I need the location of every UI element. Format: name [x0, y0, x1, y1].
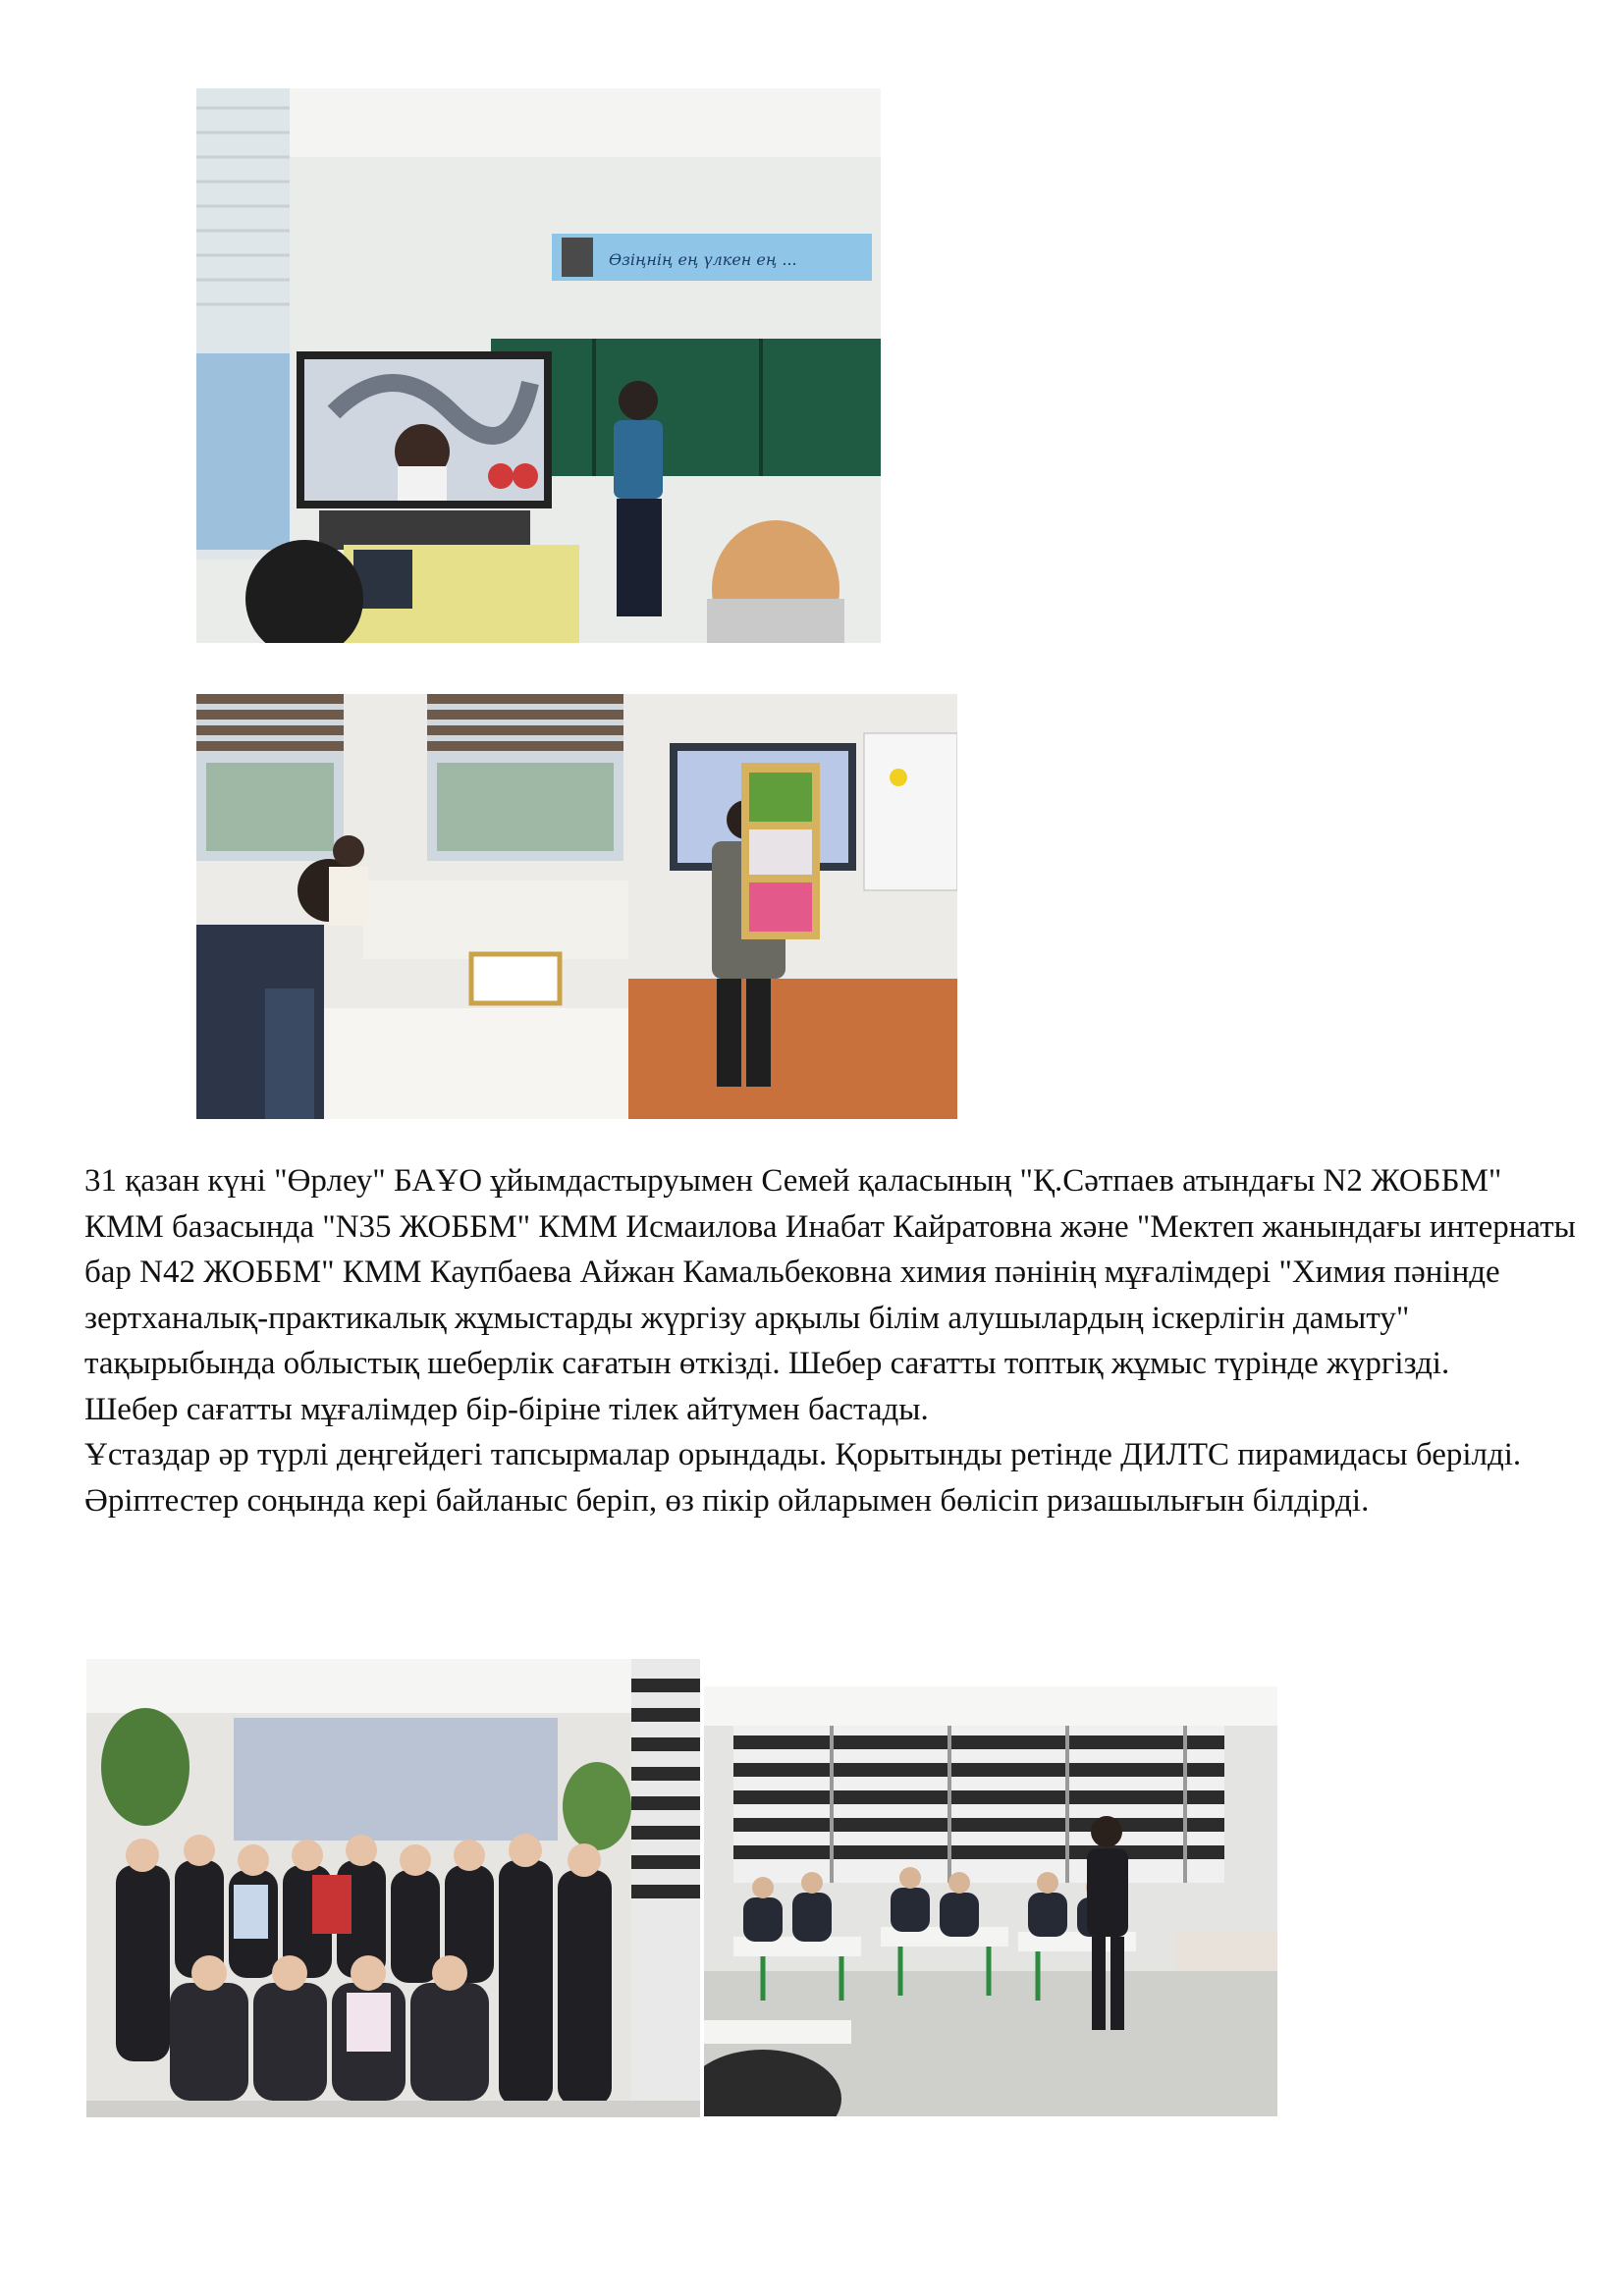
article-paragraph-4: Әріптестер соңында кері байланыс беріп, өз пікір ойларымен бөлісіп ризашылығын білдірді.: [84, 1482, 1370, 1519]
article-text: [84, 1158, 1577, 1523]
article-paragraph-2: Шебер сағатты мұғалімдер бір-біріне тілек айтумен бастады.: [84, 1391, 929, 1427]
banner-text: Өзіңнің ең үлкен ең ...: [609, 250, 797, 269]
article-paragraph-3: Ұстаздар әр түрлі деңгейдегі тапсырмалар орындады. Қорытынды ретінде ДИЛТС пирамидасы берілді.: [84, 1437, 1522, 1472]
group-photo-of-teachers: [86, 1659, 700, 2117]
teachers-group-work-photo: [704, 1686, 1277, 2116]
article-paragraph-1: 31 қазан күні "Өрлеу" БАҰО ұйымдастыруымен Семей қаласының "Қ.Сәтпаев атындағы N2 ЖОББМ" КММ базасында "N35 ЖОББМ" КММ Исмаилова Инабат Кайратовна және "Мектеп жанындағы интернаты бар N42 ЖОББМ" КММ Каупбаева Айжан Камальбековна химия пәнінің мұғалімдері "Химия пәнінде зертханалық-практикалық жұмыстарды жүргізу арқылы білім алушылардың іскерлігін дамыту" тақырыбында облыстық шеберлік сағатын өткізді. Шебер сағатты топтық жұмыс түрінде жүргізді.: [84, 1163, 1576, 1381]
teacher-showing-ornament-poster-photo: [196, 694, 957, 1119]
classroom-video-presentation-photo: [196, 88, 881, 643]
